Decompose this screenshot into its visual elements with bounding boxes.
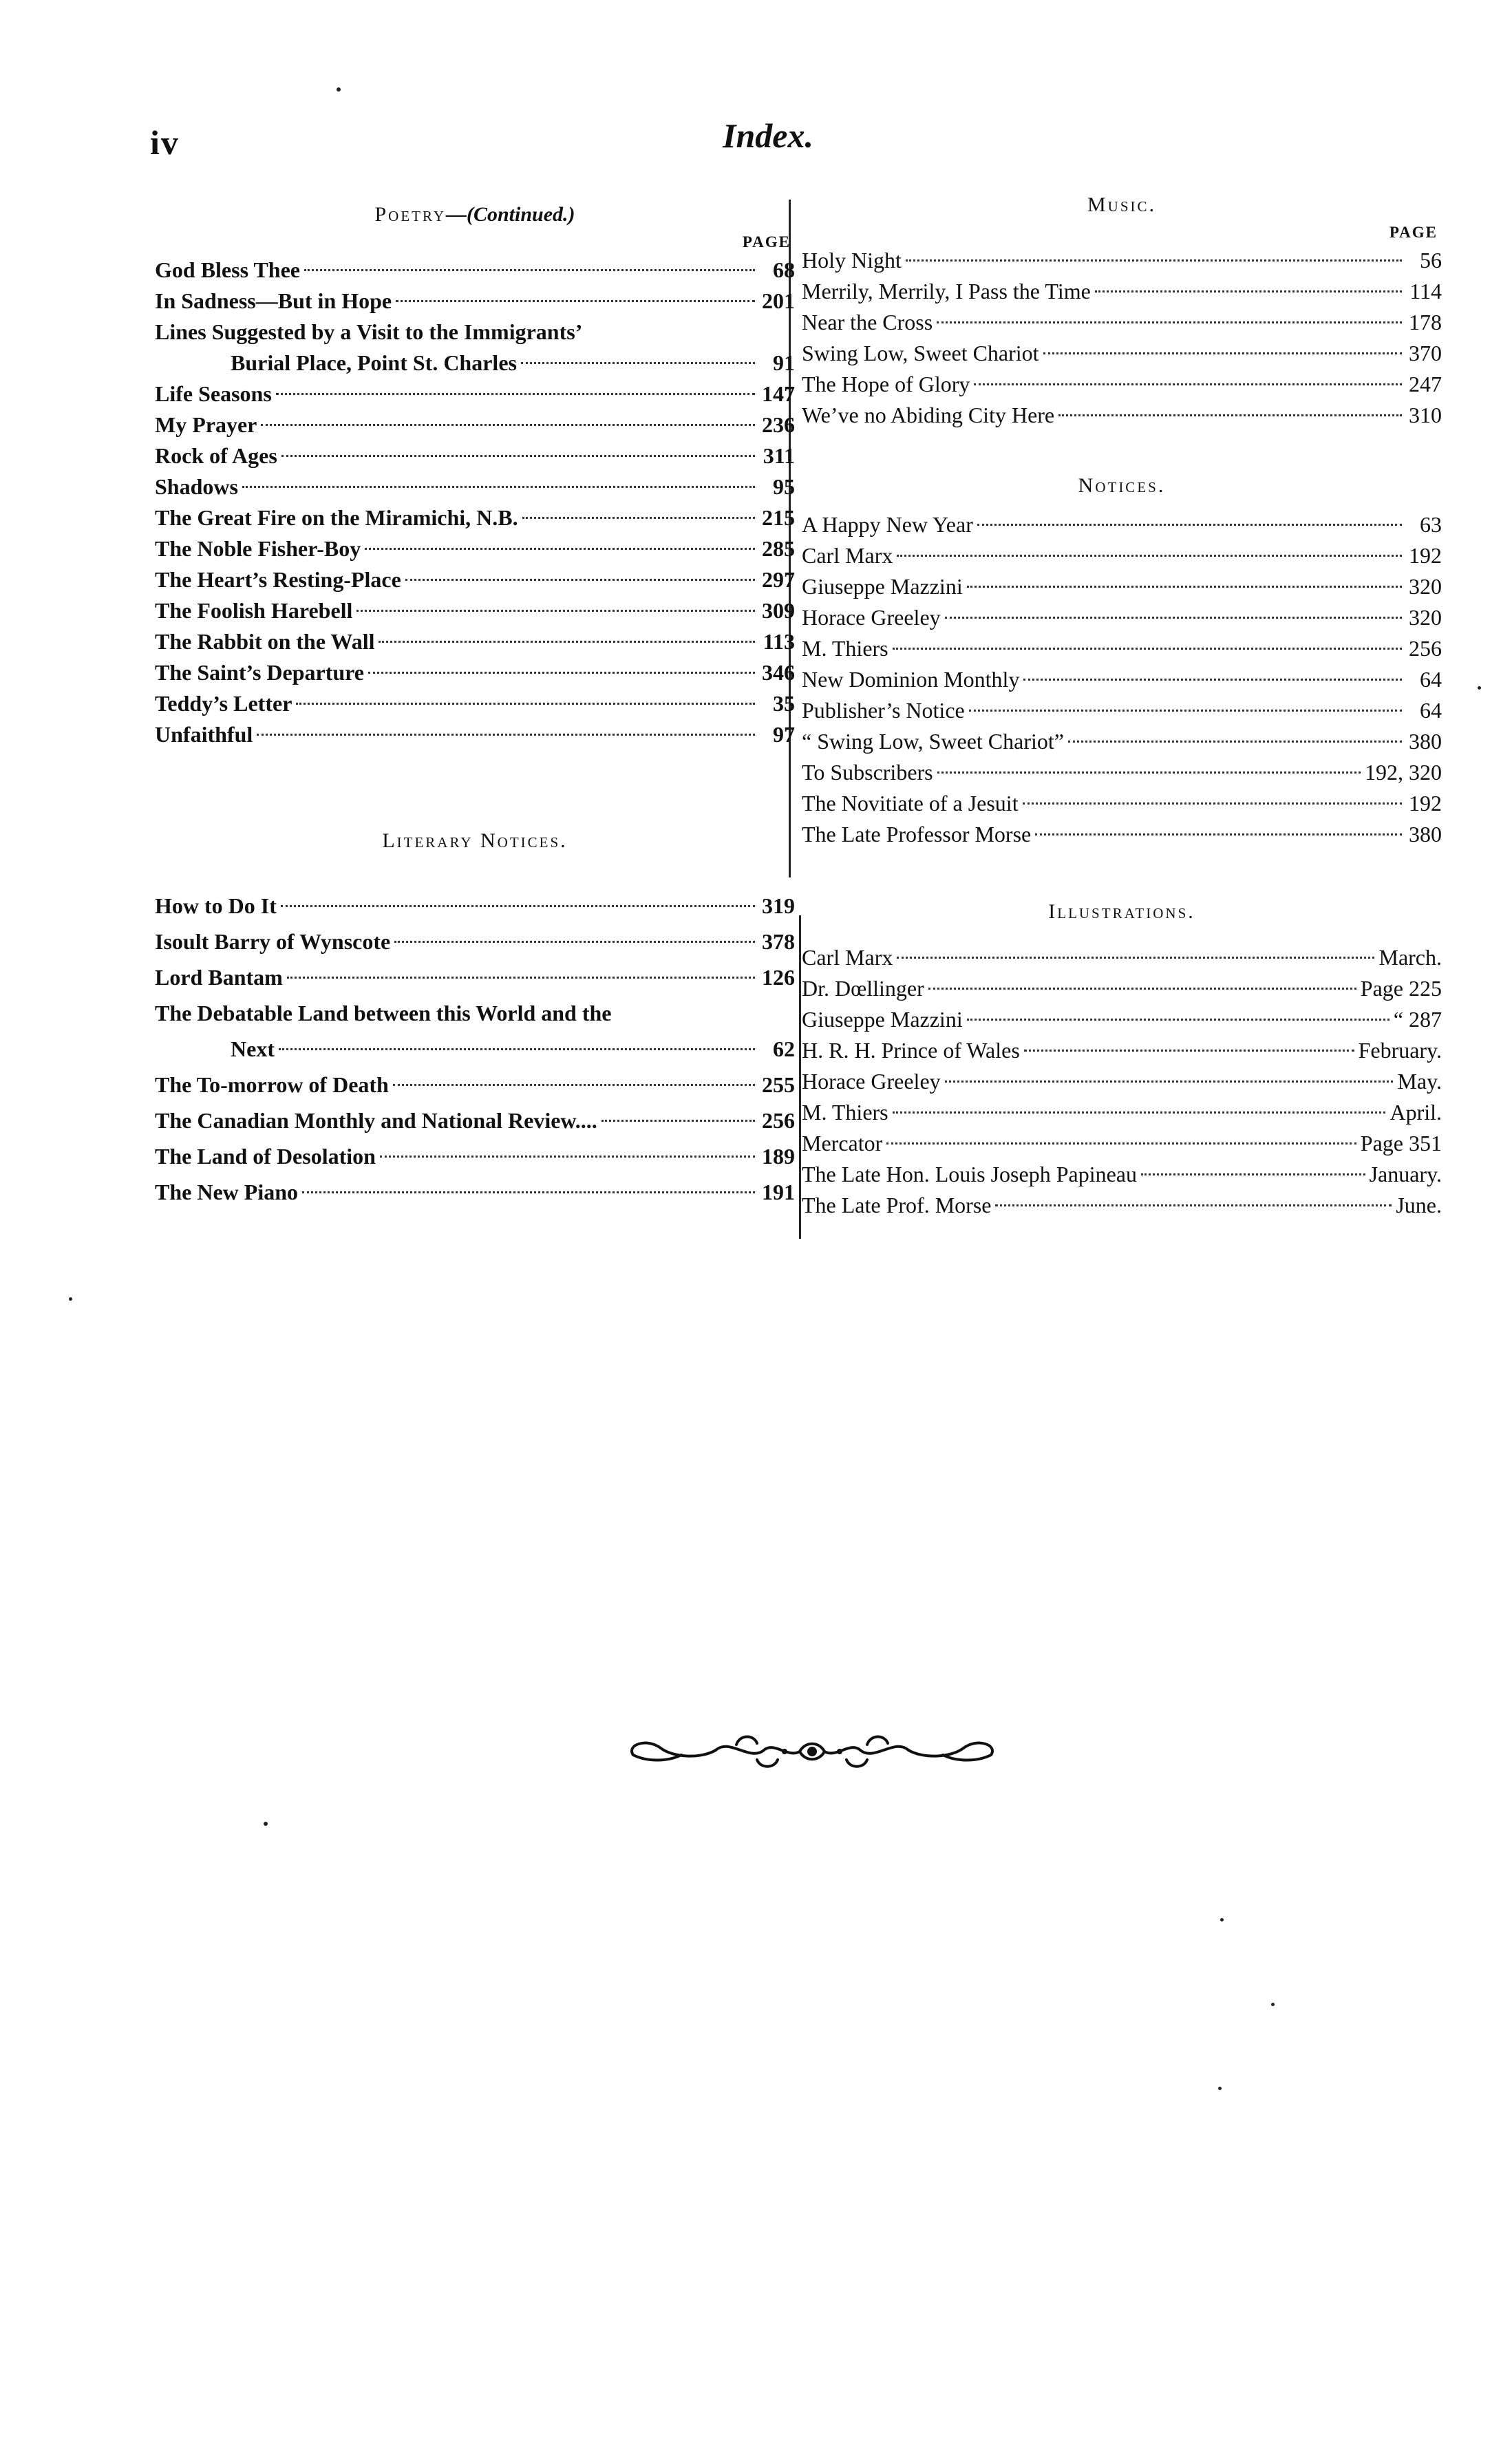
speck-mark: [264, 1822, 268, 1826]
entry-title: The Great Fire on the Miramichi, N.B.: [155, 505, 518, 530]
index-entry: [802, 245, 1442, 276]
index-entry: [155, 1138, 795, 1174]
entry-title: “ Swing Low, Sweet Chariot”: [802, 729, 1064, 754]
index-entry: [155, 995, 795, 1031]
index-entry: [155, 959, 795, 995]
entry-page: 320: [1409, 574, 1442, 599]
dot-leader: [1035, 833, 1402, 835]
decorative-ornament-icon: [619, 1724, 1005, 1779]
index-entry: [155, 888, 795, 924]
entry-page: 201: [762, 288, 795, 313]
dot-leader: [368, 672, 755, 674]
speck-mark: [1220, 1918, 1224, 1922]
entry-title: Merrily, Merrily, I Pass the Time: [802, 279, 1091, 304]
speck-mark: [69, 1297, 72, 1301]
entry-title: Life Seasons: [155, 381, 272, 406]
index-entry: [155, 657, 795, 688]
entry-page: 309: [762, 598, 795, 623]
entry-page: 346: [762, 660, 795, 685]
section-heading: [155, 200, 795, 230]
entry-page: 256: [1409, 636, 1442, 661]
poetry-entry-list: [155, 255, 795, 750]
entry-title: The Debatable Land between this World and the: [155, 1001, 612, 1025]
entry-title: Publisher’s Notice: [802, 698, 965, 723]
entry-title: Holy Night: [802, 248, 902, 273]
entry-title: The Land of Desolation: [155, 1144, 376, 1169]
entry-title: Rock of Ages: [155, 443, 277, 468]
dot-leader: [1023, 679, 1402, 681]
page-number: iv: [150, 123, 180, 162]
dot-leader: [897, 555, 1402, 557]
index-entry: [155, 924, 795, 959]
entry-title: In Sadness—But in Hope: [155, 288, 392, 313]
dot-leader: [396, 300, 755, 302]
index-entry: [802, 509, 1442, 540]
index-entry: [155, 440, 795, 471]
dot-leader: [257, 734, 755, 736]
entry-page: 35: [773, 691, 795, 716]
music-section: [802, 190, 1442, 431]
entry-page: Page 225: [1360, 976, 1442, 1001]
illustrations-entry-list: [802, 942, 1442, 1221]
dot-leader: [945, 1081, 1394, 1083]
dot-leader: [379, 641, 755, 643]
index-entry: [802, 1128, 1442, 1159]
entry-page: 319: [762, 893, 795, 918]
dot-leader: [1043, 352, 1402, 354]
dot-leader: [281, 905, 755, 907]
index-entry: [802, 1159, 1442, 1190]
index-entry: [802, 788, 1442, 819]
entry-title: The Late Prof. Morse: [802, 1193, 992, 1217]
entry-title: The Late Professor Morse: [802, 822, 1032, 847]
index-entry: [802, 540, 1442, 571]
section-heading: Illustrations.: [1048, 900, 1195, 923]
dot-leader: [242, 486, 755, 488]
index-entry: [802, 664, 1442, 695]
dot-leader: [1068, 741, 1402, 743]
dot-leader: [521, 362, 755, 364]
entry-title: Horace Greeley: [802, 605, 941, 630]
dot-leader: [1141, 1173, 1365, 1175]
dot-leader: [281, 455, 755, 457]
right-column: [802, 190, 1442, 1221]
dot-leader: [893, 1111, 1386, 1114]
index-entry: [155, 1103, 795, 1138]
entry-page: May.: [1397, 1069, 1442, 1094]
dot-leader: [394, 941, 755, 943]
entry-page: 370: [1409, 341, 1442, 365]
dot-leader: [287, 977, 755, 979]
entry-title: Burial Place, Point St. Charles: [231, 350, 517, 375]
entry-page: 95: [773, 474, 795, 499]
entry-title: M. Thiers: [802, 1100, 888, 1125]
entry-page: 64: [1420, 698, 1442, 723]
entry-title: God Bless Thee: [155, 257, 300, 282]
entry-page: 68: [773, 257, 795, 282]
entry-page: 191: [762, 1180, 795, 1204]
entry-title: Carl Marx: [802, 543, 893, 568]
entry-page: 310: [1409, 403, 1442, 427]
entry-page: 236: [762, 412, 795, 437]
entry-page: 378: [762, 929, 795, 954]
entry-page: 380: [1409, 822, 1442, 847]
entry-title: New Dominion Monthly: [802, 667, 1020, 692]
dot-leader: [886, 1142, 1356, 1145]
index-entry: [155, 688, 795, 719]
entry-page: 255: [762, 1072, 795, 1097]
dot-leader: [969, 710, 1402, 712]
entry-page: 297: [762, 567, 795, 592]
entry-title: The Late Hon. Louis Joseph Papineau: [802, 1162, 1137, 1186]
entry-page: 97: [773, 722, 795, 747]
entry-title: The Novitiate of a Jesuit: [802, 791, 1019, 816]
entry-page: June.: [1396, 1193, 1442, 1217]
entry-title: H. R. H. Prince of Wales: [802, 1038, 1020, 1063]
index-entry: [802, 726, 1442, 757]
index-entry: [155, 286, 795, 317]
index-entry: [155, 471, 795, 502]
entry-title: How to Do It: [155, 893, 277, 918]
entry-page: January.: [1369, 1162, 1442, 1186]
literary-entry-list: [155, 888, 795, 1210]
index-entry: [155, 719, 795, 750]
index-entry: [802, 695, 1442, 726]
dot-leader: [977, 524, 1402, 526]
entry-title: Giuseppe Mazzini: [802, 574, 963, 599]
index-entry: [802, 1004, 1442, 1035]
index-entry: [155, 409, 795, 440]
entry-page: 256: [762, 1108, 795, 1133]
entry-page: 91: [773, 350, 795, 375]
dot-leader: [928, 988, 1356, 990]
left-column: [155, 200, 795, 1210]
entry-title: My Prayer: [155, 412, 257, 437]
entry-page: 192: [1409, 543, 1442, 568]
entry-title: The Canadian Monthly and National Review....: [155, 1108, 597, 1133]
index-entry: [155, 317, 795, 348]
speck-mark: [1271, 2003, 1275, 2006]
section-heading: Notices.: [1078, 474, 1166, 497]
section-heading-label: Poetry: [374, 203, 446, 226]
dot-leader: [261, 424, 755, 426]
index-entry: [802, 571, 1442, 602]
section-heading-suffix: —(Continued.): [446, 203, 575, 226]
entry-title: The Noble Fisher-Boy: [155, 536, 361, 561]
entry-title: Lord Bantam: [155, 965, 283, 990]
entry-page: 113: [763, 629, 795, 654]
index-entry: [802, 400, 1442, 431]
entry-title: A Happy New Year: [802, 512, 973, 537]
dot-leader: [995, 1204, 1392, 1206]
entry-page: 320: [1409, 605, 1442, 630]
index-entry: [802, 973, 1442, 1004]
entry-title: Horace Greeley: [802, 1069, 941, 1094]
entry-page: 311: [763, 443, 795, 468]
dot-leader: [945, 617, 1402, 619]
entry-title: The Rabbit on the Wall: [155, 629, 375, 654]
entry-title: Unfaithful: [155, 722, 253, 747]
dot-leader: [302, 1191, 755, 1193]
notices-section: [802, 471, 1442, 850]
dot-leader: [967, 586, 1402, 588]
entry-title: The Heart’s Resting-Place: [155, 567, 401, 592]
page-column-label: PAGE: [742, 233, 791, 251]
section-heading: Literary Notices.: [382, 829, 568, 852]
dot-leader: [1024, 1050, 1354, 1052]
entry-page: 380: [1409, 729, 1442, 754]
column-divider: [799, 915, 801, 1239]
poetry-section: [155, 200, 795, 750]
entry-page: 247: [1409, 372, 1442, 396]
dot-leader: [365, 548, 755, 550]
dot-leader: [906, 259, 1402, 262]
entry-title: Carl Marx: [802, 945, 893, 970]
index-entry: [802, 602, 1442, 633]
index-entry: [155, 348, 795, 379]
entry-page: 192, 320: [1365, 760, 1442, 785]
entry-page: 62: [773, 1036, 795, 1061]
dot-leader: [296, 703, 755, 705]
entry-title: The To-morrow of Death: [155, 1072, 389, 1097]
index-entry: [802, 757, 1442, 788]
index-entry: [802, 338, 1442, 369]
dot-leader: [405, 579, 755, 581]
index-entry: [155, 1031, 795, 1067]
entry-title: Mercator: [802, 1131, 883, 1156]
page-column-label: PAGE: [1389, 224, 1438, 241]
illustrations-section: [802, 897, 1442, 1221]
dot-leader: [601, 1120, 755, 1122]
index-entry: [802, 819, 1442, 850]
entry-title: Dr. Dœllinger: [802, 976, 924, 1001]
dot-leader: [1058, 414, 1402, 416]
entry-page: 64: [1420, 667, 1442, 692]
index-entry: [155, 595, 795, 626]
music-entry-list: [802, 245, 1442, 431]
entry-page: 192: [1409, 791, 1442, 816]
entry-title: Lines Suggested by a Visit to the Immigrants’: [155, 319, 583, 344]
speck-mark: [1478, 686, 1481, 690]
dot-leader: [1023, 802, 1402, 805]
dot-leader: [1095, 290, 1402, 292]
index-entry: [155, 626, 795, 657]
index-entry: [155, 533, 795, 564]
entry-title: Giuseppe Mazzini: [802, 1007, 963, 1032]
dot-leader: [522, 517, 755, 519]
index-entry: [802, 1035, 1442, 1066]
index-entry: [155, 502, 795, 533]
entry-title: Shadows: [155, 474, 238, 499]
dot-leader: [356, 610, 755, 612]
notices-entry-list: [802, 509, 1442, 850]
entry-title: The Foolish Harebell: [155, 598, 353, 623]
entry-title: Isoult Barry of Wynscote: [155, 929, 391, 954]
index-entry: [155, 564, 795, 595]
entry-title: M. Thiers: [802, 636, 888, 661]
dot-leader: [276, 393, 755, 395]
entry-page: 189: [762, 1144, 795, 1169]
entry-page: 178: [1409, 310, 1442, 334]
index-entry: [802, 1190, 1442, 1221]
index-entry: [802, 276, 1442, 307]
index-entry: [155, 255, 795, 286]
literary-notices-section: [155, 826, 795, 1210]
dot-leader: [893, 648, 1402, 650]
entry-page: 126: [762, 965, 795, 990]
entry-page: April.: [1389, 1100, 1442, 1125]
index-entry: [802, 633, 1442, 664]
index-entry: [155, 1067, 795, 1103]
index-entry: [155, 379, 795, 409]
entry-page: February.: [1358, 1038, 1442, 1063]
entry-page: 63: [1420, 512, 1442, 537]
index-entry: [802, 1066, 1442, 1097]
dot-leader: [897, 957, 1374, 959]
dot-leader: [304, 269, 755, 271]
index-entry: [802, 369, 1442, 400]
index-entry: [802, 942, 1442, 973]
entry-title: The New Piano: [155, 1180, 298, 1204]
dot-leader: [393, 1084, 755, 1086]
section-heading: Music.: [1087, 193, 1157, 216]
index-entry: [155, 1174, 795, 1210]
dot-leader: [380, 1156, 755, 1158]
entry-title: Teddy’s Letter: [155, 691, 292, 716]
entry-page: 285: [762, 536, 795, 561]
entry-title: To Subscribers: [802, 760, 933, 785]
speck-mark: [337, 87, 341, 92]
index-entry: [802, 1097, 1442, 1128]
dot-leader: [974, 383, 1402, 385]
entry-page: March.: [1378, 945, 1442, 970]
entry-page: 215: [762, 505, 795, 530]
entry-page: 114: [1409, 279, 1442, 304]
entry-page: 56: [1420, 248, 1442, 273]
entry-title: We’ve no Abiding City Here: [802, 403, 1055, 427]
entry-title: The Saint’s Departure: [155, 660, 364, 685]
dot-leader: [937, 771, 1361, 774]
dot-leader: [279, 1048, 755, 1050]
entry-title: The Hope of Glory: [802, 372, 970, 396]
dot-leader: [967, 1019, 1389, 1021]
entry-page: “ 287: [1393, 1007, 1442, 1032]
entry-page: Page 351: [1360, 1131, 1442, 1156]
entry-title: Swing Low, Sweet Chariot: [802, 341, 1039, 365]
entry-page: 147: [762, 381, 795, 406]
dot-leader: [937, 321, 1402, 323]
index-entry: [802, 307, 1442, 338]
entry-title: Next: [231, 1036, 275, 1061]
entry-title: Near the Cross: [802, 310, 933, 334]
speck-mark: [1218, 2087, 1222, 2090]
running-title: Index.: [723, 116, 813, 155]
